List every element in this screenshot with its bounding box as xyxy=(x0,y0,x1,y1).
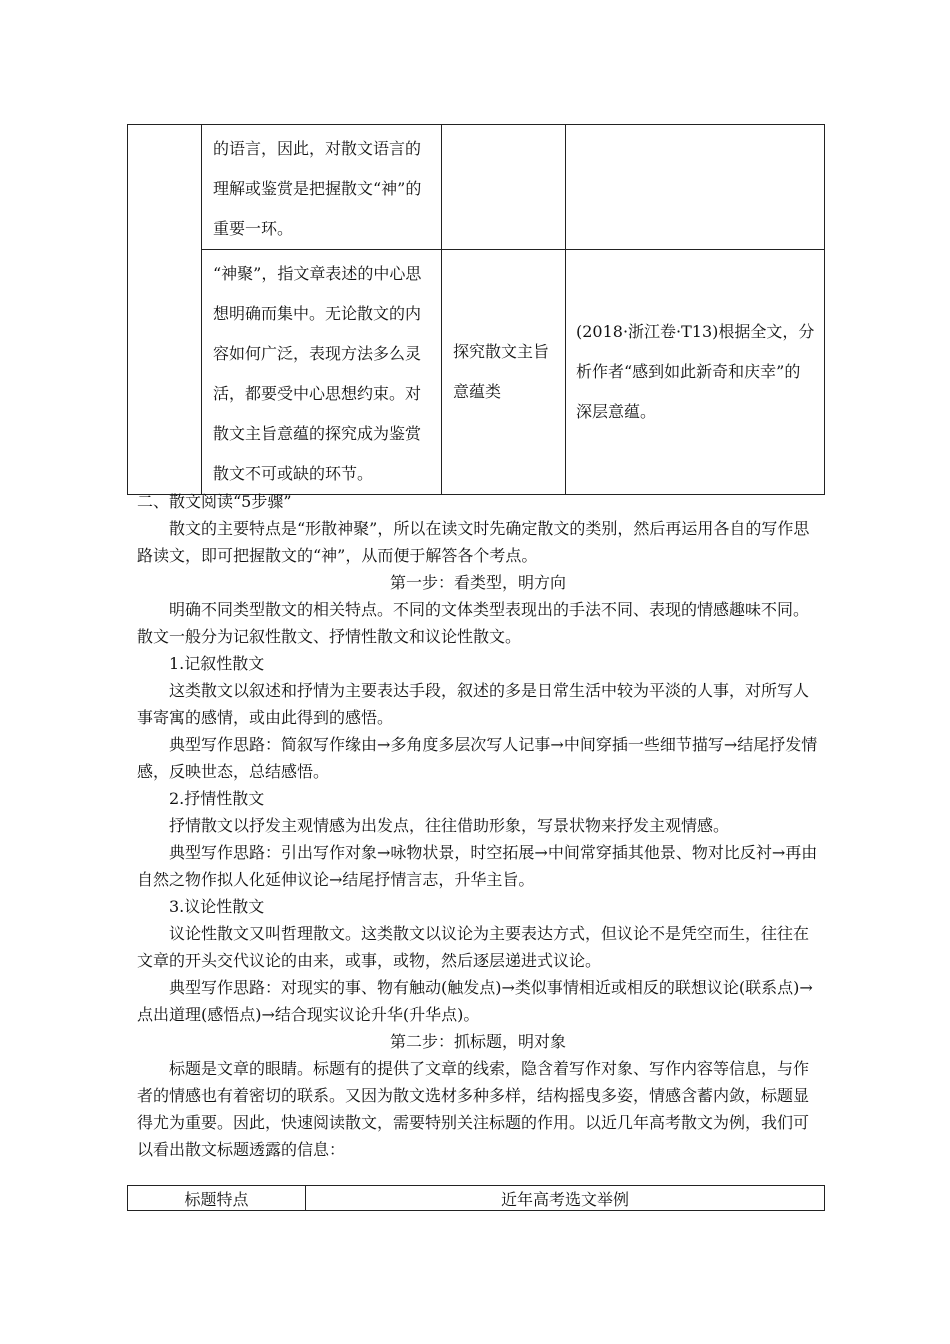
table-cell-example xyxy=(566,250,825,495)
paragraph: 这类散文以叙述和抒情为主要表达手段，叙述的多是日常生活中较为平淡的人事，对所写人事寄寓的感情，或由此得到的感悟。 xyxy=(137,681,810,727)
step-title: 第二步：抓标题，明对象 xyxy=(389,1032,566,1051)
paragraph: 议论性散文又叫哲理散文。这类散文以议论为主要表达方式，但议论不是凭空而生，往往在文章的开头交代议论的由来，或事，或物，然后逐层递进式议论。 xyxy=(137,924,810,970)
paragraph: 标题是文章的眼睛。标题有的提供了文章的线索，隐含着写作对象、写作内容等信息，与作者的情感也有着密切的联系。又因为散文选材多种多样，结构摇曳多姿，情感含蓄内敛，标题显得尤为重要。因此，快速阅读散文，需要特别关注标题的作用。以近几年高考散文为例，我们可以看出散文标题透露的信息： xyxy=(137,1059,810,1159)
cell-text: 探究散文主旨意蕴类 xyxy=(453,342,550,401)
paragraph: 明确不同类型散文的相关特点。不同的文体类型表现出的手法不同、表现的情感趣味不同。散文一般分为记叙性散文、抒情性散文和议论性散文。 xyxy=(137,600,810,646)
table-cell-empty xyxy=(128,125,202,495)
paragraph: 散文的主要特点是“形散神聚”，所以在读文时先确定散文的类别，然后再运用各自的写作思路读文，即可把握散文的“神”，从而便于解答各个考点。 xyxy=(137,519,810,565)
essay-types-table xyxy=(127,124,825,495)
title-features-table xyxy=(127,1185,825,1211)
cell-text: “神聚”，指文章表述的中心思想明确而集中。无论散文的内容如何广泛，表现方法多么灵活，都要受中心思想约束。对散文主旨意蕴的探究成为鉴赏散文不可或缺的环节。 xyxy=(213,264,422,483)
table-header-row xyxy=(128,1186,825,1211)
table-cell-type xyxy=(442,250,566,495)
cell-text: 的语言，因此，对散文语言的理解或鉴赏是把握散文“神”的重要一环。 xyxy=(213,139,422,238)
paragraph: 典型写作思路：引出写作对象→咏物状景，时空拓展→中间常穿插其他景、物对比反衬→再由自然之物作拟人化延伸议论→结尾抒情言志，升华主旨。 xyxy=(137,843,818,889)
table-row xyxy=(128,125,825,250)
paragraph: 典型写作思路：简叙写作缘由→多角度多层次写人记事→中间穿插一些细节描写→结尾抒发情感，反映世态，总结感悟。 xyxy=(137,735,818,781)
table-cell-description xyxy=(202,250,442,495)
subheading: 1.记叙性散文 xyxy=(169,654,265,673)
section-heading: 二、散文阅读“5步骤” xyxy=(137,492,292,511)
subheading: 3.议论性散文 xyxy=(169,897,265,916)
table-cell-description xyxy=(202,125,442,250)
body-text xyxy=(137,488,819,1163)
cell-text xyxy=(442,125,565,129)
table-cell-example xyxy=(566,125,825,250)
paragraph: 抒情散文以抒发主观情感为出发点，往往借助形象，写景状物来抒发主观情感。 xyxy=(169,816,730,835)
table-header-cell: 近年高考选文举例 xyxy=(306,1186,825,1211)
table-header-cell: 标题特点 xyxy=(128,1186,306,1211)
table-row xyxy=(128,250,825,495)
subheading: 2.抒情性散文 xyxy=(169,789,265,808)
cell-text xyxy=(566,125,824,129)
step-title: 第一步：看类型，明方向 xyxy=(389,573,566,592)
cell-text: (2018·浙江卷·T13)根据全文，分析作者“感到如此新奇和庆幸”的深层意蕴。 xyxy=(576,322,815,421)
table-cell-type xyxy=(442,125,566,250)
paragraph: 典型写作思路：对现实的事、物有触动(触发点)→类似事情相近或相反的联想议论(联系点)→点出道理(感悟点)→结合现实议论升华(升华点)。 xyxy=(137,978,813,1024)
